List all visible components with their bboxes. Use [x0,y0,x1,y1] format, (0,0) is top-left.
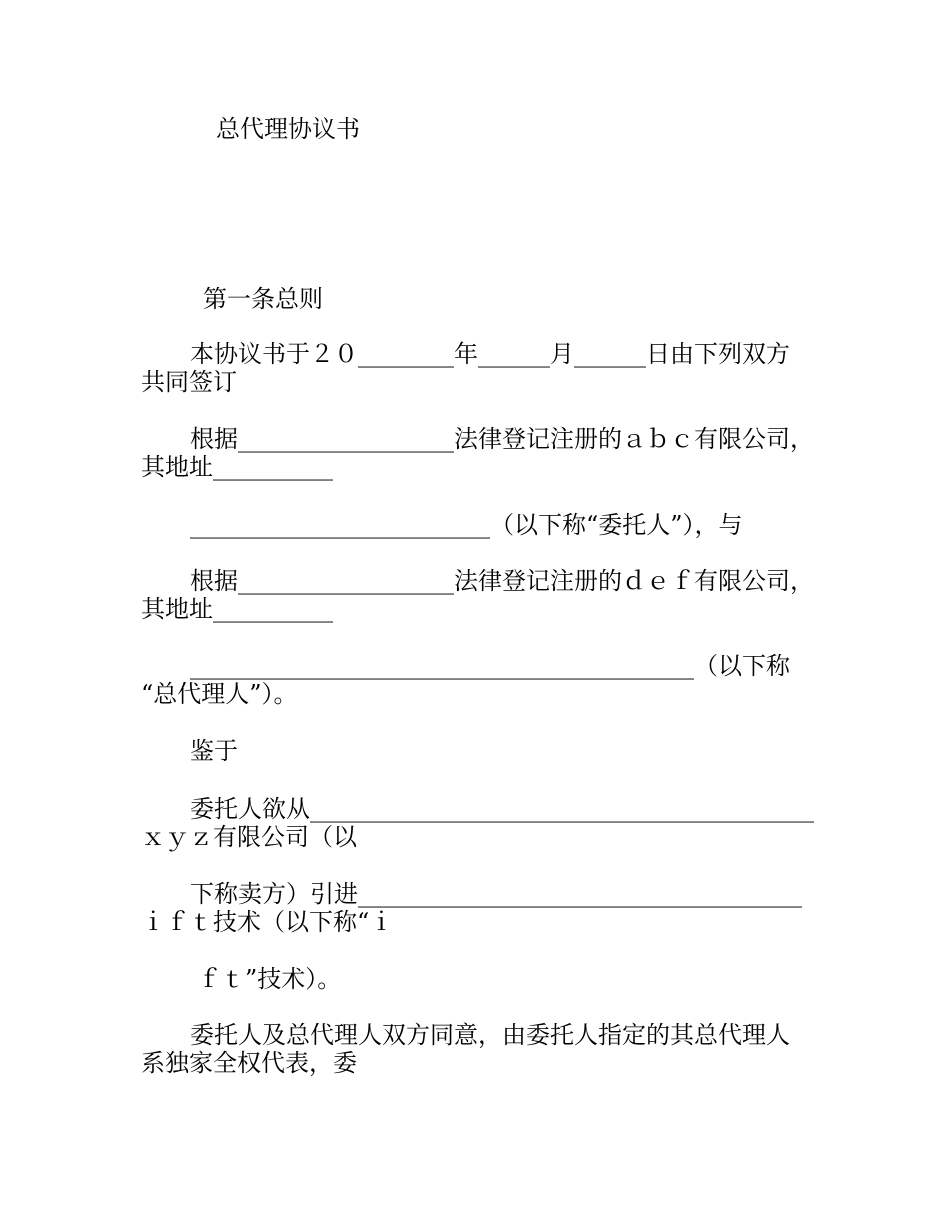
paragraph-line: ｘｙｚ有限公司（以 [141,823,357,851]
section-heading: 第一条总则 [203,285,323,313]
paragraph-line: __________________________________________（以下称 [190,652,790,680]
paragraph-technology-import [141,880,821,936]
paragraph-line: “总代理人”）。 [141,680,298,708]
paragraph-line: 下称卖方）引进_____________________________________ [190,880,802,908]
paragraph-agreement [141,1021,821,1077]
paragraph-line: 本协议书于２０________年______月______日由下列双方 [190,340,790,368]
paragraph-line: 鉴于 [190,737,238,765]
paragraph-whereas [141,737,821,765]
paragraph-agent-registration [141,567,821,623]
paragraph-line: 根据__________________法律登记注册的ｄｅｆ有限公司， [190,567,814,595]
paragraph-line: ｉｆｔ技术（以下称“ｉ [141,908,394,936]
paragraph-line: 根据__________________法律登记注册的ａｂｃ有限公司， [190,425,814,453]
paragraph-line: 共同签订 [141,368,237,396]
paragraph-line: 委托人欲从__________________________________________ [190,795,814,823]
paragraph-signing-date [141,340,821,396]
paragraph-principal-definition [141,511,821,539]
paragraph-line: _________________________（以下称“委托人”），与 [190,511,743,539]
paragraph-principal-registration [141,425,821,481]
paragraph-technology-source [141,795,821,851]
paragraph-line: 其地址__________ [141,595,333,623]
paragraph-agent-definition [141,652,821,708]
document-title: 总代理协议书 [216,115,360,143]
paragraph-line: 系独家全权代表，委 [141,1049,357,1077]
paragraph-line: 其地址__________ [141,453,333,481]
paragraph-line: ｆｔ”技术）。 [197,965,342,993]
paragraph-line: 委托人及总代理人双方同意，由委托人指定的其总代理人 [190,1021,790,1049]
paragraph-technology-name [141,965,821,993]
